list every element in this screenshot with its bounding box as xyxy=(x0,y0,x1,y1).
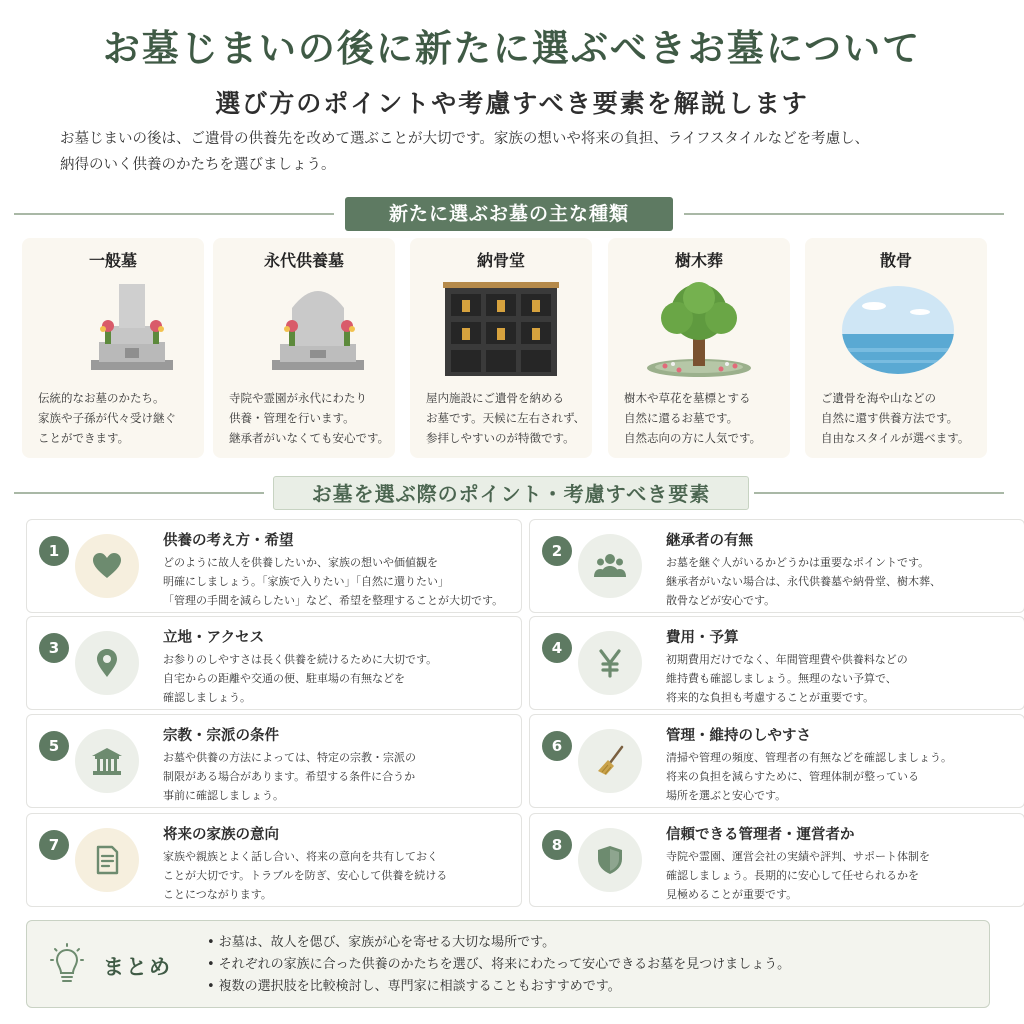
desc-line: お参りのしやすさは長く供養を続けるために大切です。 xyxy=(163,653,438,666)
point-number: 1 xyxy=(39,536,69,566)
desc-line: 見極めることが重要です。 xyxy=(666,888,798,901)
point-card-8 xyxy=(529,813,1024,907)
types-section-title: 新たに選ぶお墓の主な種類 xyxy=(345,197,673,231)
intro-line: 納得のいく供養のかたちを選びましょう。 xyxy=(60,157,336,173)
points-section-header xyxy=(14,476,1004,510)
desc-line: 寺院や霊園が永代にわたり xyxy=(229,391,367,405)
desc-line: 事前に確認しましょう。 xyxy=(163,789,284,802)
desc-line: 場所を選ぶと安心です。 xyxy=(666,789,787,802)
point-title: 宗教・宗派の条件 xyxy=(163,728,279,744)
page-title: お墓じまいの後に新たに選ぶべきお墓について xyxy=(102,26,922,70)
intro-text xyxy=(60,126,980,178)
family-icon xyxy=(578,534,642,598)
desc-line: 継承者がいなくても安心です。 xyxy=(229,431,390,445)
type-card-nokotsudo xyxy=(410,238,592,458)
point-card-3 xyxy=(26,616,522,710)
type-card-ippanbo xyxy=(22,238,204,458)
point-title: 費用・予算 xyxy=(666,630,739,646)
desc-line: 自然に還るお墓です。 xyxy=(624,411,739,425)
point-number: 4 xyxy=(542,633,572,663)
desc-line: 自宅からの距離や交通の便、駐車場の有無などを xyxy=(163,672,405,685)
point-card-2 xyxy=(529,519,1024,613)
desc-line: ことにつながります。 xyxy=(163,888,272,901)
type-description xyxy=(229,388,399,448)
desc-line: 継承者がいない場合は、永代供養墓や納骨堂、樹木葬、 xyxy=(666,575,941,588)
point-description xyxy=(666,553,941,610)
summary-title: まとめ xyxy=(103,955,172,979)
desc-line: 家族や親族とよく話し合い、将来の意向を共有しておく xyxy=(163,850,438,863)
point-card-6 xyxy=(529,714,1024,808)
point-title: 管理・維持のしやすさ xyxy=(666,728,811,744)
desc-line: 自由なスタイルが選べます。 xyxy=(821,431,970,445)
type-card-jumokuso xyxy=(608,238,790,458)
point-number: 8 xyxy=(542,830,572,860)
divider xyxy=(14,492,264,494)
point-description xyxy=(666,650,908,707)
type-name: 納骨堂 xyxy=(476,251,525,270)
summary-item: • 複数の選択肢を比較検討し、専門家に相談することもおすすめです。 xyxy=(207,976,790,998)
desc-line: 伝統的なお墓のかたち。 xyxy=(38,391,165,405)
point-description xyxy=(666,748,952,805)
desc-line: 初期費用だけでなく、年間管理費や供養料などの xyxy=(666,653,908,666)
point-title: 立地・アクセス xyxy=(163,630,265,646)
point-description xyxy=(163,748,416,805)
desc-line: 制限がある場合があります。希望する条件に合うか xyxy=(163,770,416,783)
summary-item: • お墓は、故人を偲び、家族が心を寄せる大切な場所です。 xyxy=(207,932,790,954)
type-description xyxy=(426,388,596,448)
point-number: 3 xyxy=(39,633,69,663)
shield-check-icon xyxy=(578,828,642,892)
desc-line: 散骨などが安心です。 xyxy=(666,594,776,607)
desc-line: 確認しましょう。長期的に安心して任せられるかを xyxy=(666,869,919,882)
desc-line: 参拝しやすいのが特徴です。 xyxy=(426,431,575,445)
points-section-title: お墓を選ぶ際のポイント・考慮すべき要素 xyxy=(273,476,749,510)
document-icon xyxy=(75,828,139,892)
type-card-sankotsu xyxy=(805,238,987,458)
point-number: 2 xyxy=(542,536,572,566)
desc-line: ことができます。 xyxy=(38,431,130,445)
point-card-7 xyxy=(26,813,522,907)
desc-line: 自然志向の方に人気です。 xyxy=(624,431,762,445)
yen-icon xyxy=(578,631,642,695)
sea-icon xyxy=(826,278,966,378)
divider xyxy=(14,213,334,215)
desc-line: 「管理の手間を減らしたい」など、希望を整理することが大切です。 xyxy=(163,594,504,607)
point-card-4 xyxy=(529,616,1024,710)
desc-line: 確認しましょう。 xyxy=(163,691,251,704)
summary-list xyxy=(207,932,790,998)
point-title: 信頼できる管理者・運営者か xyxy=(666,827,855,843)
types-section-header xyxy=(14,197,1004,231)
tree-icon xyxy=(629,278,769,378)
desc-line: 屋内施設にご遺骨を納める xyxy=(426,391,564,405)
heart-icon xyxy=(75,534,139,598)
broom-icon xyxy=(578,729,642,793)
desc-line: 明確にしましょう。「家族で入りたい」「自然に還りたい」 xyxy=(163,575,449,588)
desc-line: 供養・管理を行います。 xyxy=(229,411,355,425)
columbarium-icon xyxy=(431,278,571,378)
type-card-eitai-kuyobo xyxy=(213,238,395,458)
page-subtitle: 選び方のポイントや考慮すべき要素を解説します xyxy=(215,89,809,118)
summary-box xyxy=(26,920,990,1008)
intro-line: お墓じまいの後は、ご遺骨の供養先を改めて選ぶことが大切です。家族の想いや将来の負担、ライフスタイルなどを考慮し、 xyxy=(60,131,870,147)
point-description xyxy=(666,847,930,904)
type-name: 散骨 xyxy=(879,251,912,270)
divider xyxy=(684,213,1004,215)
divider xyxy=(754,492,1004,494)
desc-line: どのように故人を供養したいか、家族の想いや価値観を xyxy=(163,556,438,569)
point-card-1 xyxy=(26,519,522,613)
desc-line: お墓を継ぐ人がいるかどうかは重要なポイントです。 xyxy=(666,556,930,569)
point-title: 将来の家族の意向 xyxy=(163,827,279,843)
point-number: 7 xyxy=(39,830,69,860)
tombstone-icon xyxy=(43,278,183,378)
point-number: 6 xyxy=(542,731,572,761)
point-title: 継承者の有無 xyxy=(666,533,753,549)
desc-line: 樹木や草花を墓標とする xyxy=(624,391,751,405)
type-name: 一般墓 xyxy=(88,251,137,270)
point-card-5 xyxy=(26,714,522,808)
type-name: 樹木葬 xyxy=(674,251,723,270)
location-pin-icon xyxy=(75,631,139,695)
temple-icon xyxy=(75,729,139,793)
point-number: 5 xyxy=(39,731,69,761)
type-name: 永代供養墓 xyxy=(263,251,344,270)
summary-item: • それぞれの家族に合った供養のかたちを選び、将来にわたって安心できるお墓を見つけましょう。 xyxy=(207,954,790,976)
type-description xyxy=(624,388,794,448)
point-description xyxy=(163,553,503,610)
desc-line: 自然に還す供養方法です。 xyxy=(821,411,959,425)
lightbulb-icon xyxy=(47,943,87,987)
rounded-tomb-icon xyxy=(234,278,374,378)
desc-line: ご遺骨を海や山などの xyxy=(821,391,936,405)
point-description xyxy=(163,847,447,904)
desc-line: ことが大切です。トラブルを防ぎ、安心して供養を続ける xyxy=(163,869,448,882)
point-description xyxy=(163,650,437,707)
desc-line: 寺院や霊園、運営会社の実績や評判、サポート体制を xyxy=(666,850,930,863)
desc-line: 将来的な負担も考慮することが重要です。 xyxy=(666,691,875,704)
desc-line: お墓です。天候に左右されず、 xyxy=(426,411,586,425)
desc-line: 将来の負担を減らすために、管理体制が整っている xyxy=(666,770,919,783)
type-description xyxy=(821,388,991,448)
point-title: 供養の考え方・希望 xyxy=(163,533,294,549)
desc-line: 家族や子孫が代々受け継ぐ xyxy=(38,411,176,425)
desc-line: 維持費も確認しましょう。無理のない予算で、 xyxy=(666,672,897,685)
type-description xyxy=(38,388,208,448)
desc-line: お墓や供養の方法によっては、特定の宗教・宗派の xyxy=(163,751,416,764)
desc-line: 清掃や管理の頻度、管理者の有無などを確認しましょう。 xyxy=(666,751,952,764)
